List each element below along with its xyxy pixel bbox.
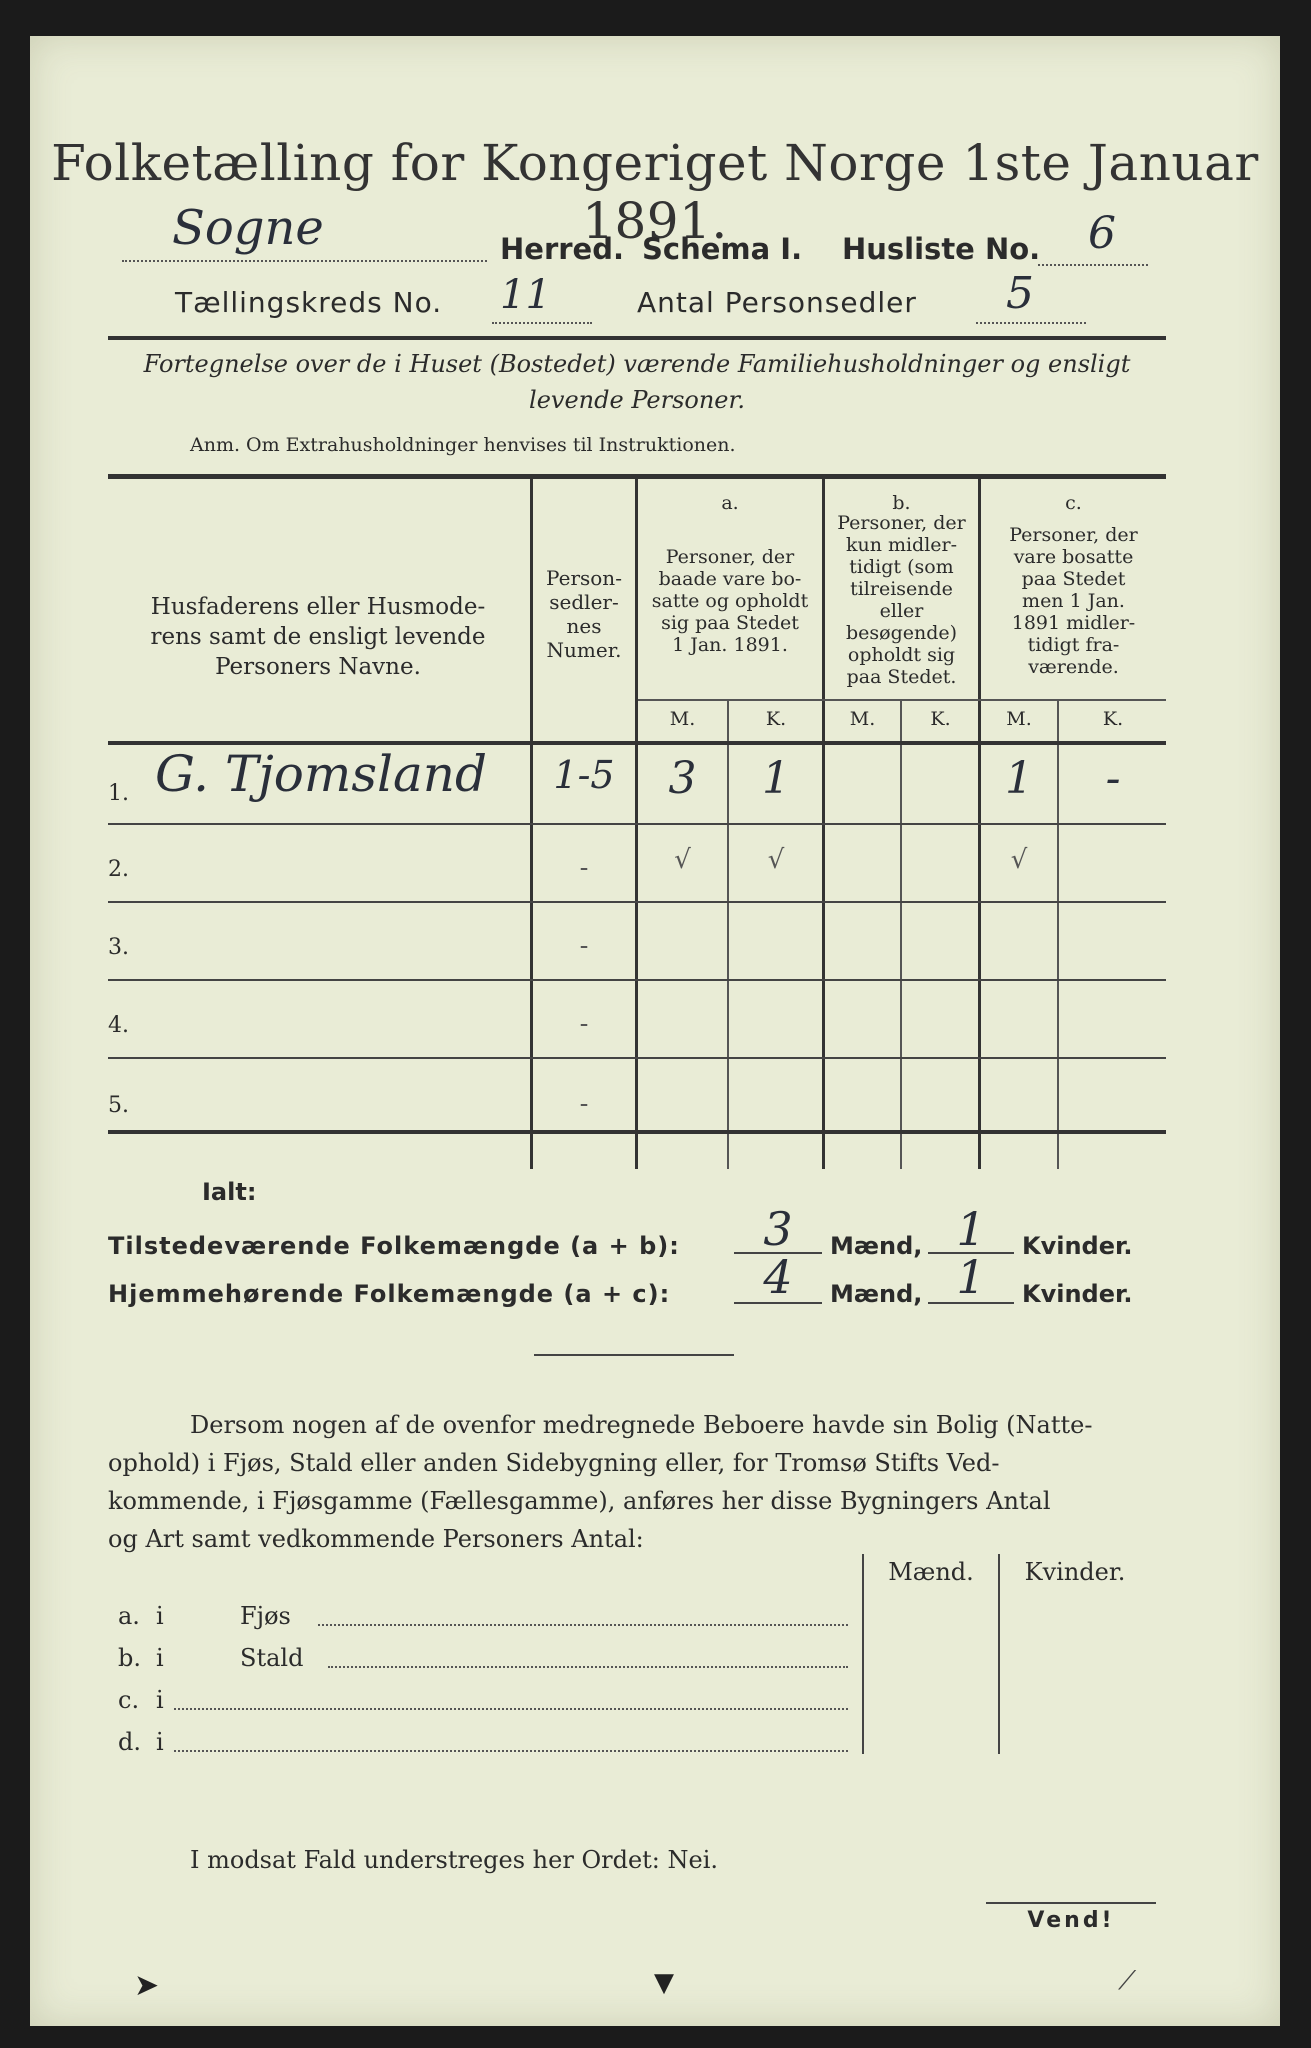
personsedler-no-field: [976, 268, 1086, 324]
taellingskreds-label: Tællingskreds No.: [175, 286, 443, 319]
scan-mark-icon: ▼: [654, 1968, 674, 1998]
buildings-row-dots: [318, 1624, 848, 1626]
table-row: [30, 1059, 1280, 1139]
husliste-no-field: [1038, 208, 1148, 266]
row-c-m: 1: [1005, 753, 1033, 804]
vend-rule: [986, 1902, 1156, 1904]
anm-note: Anm. Om Extrahusholdninger henvises til Instruktionen.: [190, 434, 736, 456]
col-header-c-line: tidigt fra-: [1027, 634, 1120, 656]
buildings-row-prep: i: [156, 1602, 164, 1630]
buildings-row-prep: i: [156, 1644, 164, 1672]
col-header-b-line: tilreisende: [850, 578, 953, 600]
buildings-row-dots: [174, 1750, 848, 1752]
buildings-row-letter: c.: [118, 1686, 140, 1714]
buildings-para-line: ophold) i Fjøs, Stald eller anden Sidebygning eller, for Tromsø Stifts Ved-: [108, 1449, 1000, 1477]
col-header-c-line: 1891 midler-: [1011, 612, 1136, 634]
col-b-letter: b.: [892, 492, 911, 514]
header-rule: [108, 336, 1166, 340]
col-header-number-line: Person-: [546, 566, 622, 590]
section-divider: [534, 1354, 734, 1356]
row-person-number: -: [579, 1089, 589, 1119]
row-person-number: -: [579, 1009, 589, 1039]
col-header-names-line: Personers Navne.: [215, 654, 421, 680]
col-b-k-label: K.: [930, 708, 951, 730]
intro-line-2: levende Personer.: [529, 386, 745, 414]
row-number: 4.: [108, 1013, 129, 1038]
mk-rule: [638, 699, 1166, 701]
col-a-k-label: K.: [765, 708, 787, 730]
row-person-number: -: [579, 931, 589, 961]
scan-mark-icon: ⟋: [1118, 1966, 1137, 1996]
buildings-para-line: Dersom nogen af de ovenfor medregnede Beboere havde sin Bolig (Natte-: [190, 1411, 1093, 1439]
row-a-k: √: [767, 845, 785, 875]
tilstede-label: Tilstedeværende Folkemængde (a + b):: [108, 1232, 680, 1260]
row-a-m: √: [674, 845, 691, 875]
col-header-a-line: 1 Jan. 1891.: [672, 634, 788, 656]
col-c-k-label: K.: [1102, 708, 1124, 730]
row-person-number: -: [579, 853, 589, 883]
vend-label: Vend!: [1027, 1908, 1115, 1933]
row-number: 2.: [108, 857, 129, 882]
table-bottom-rule: [108, 1130, 1166, 1134]
buildings-para-line: og Art samt vedkommende Personers Antal:: [108, 1525, 644, 1553]
row-name: G. Tjomsland: [155, 745, 487, 803]
herred-name-field: [122, 200, 487, 262]
buildings-row-dots: [328, 1666, 848, 1668]
census-form-page: [30, 36, 1280, 2026]
buildings-row-letter: d.: [118, 1728, 141, 1756]
tilstede-kvinder-label: Kvinder.: [1022, 1232, 1133, 1260]
personsedler-no-value: 5: [1006, 268, 1034, 319]
buildings-row: [118, 1728, 858, 1764]
row-number: 1.: [108, 781, 129, 806]
buildings-row: [118, 1602, 858, 1638]
col-header-b-line: Personer, der: [837, 512, 966, 534]
buildings-row: [118, 1686, 858, 1722]
buildings-paragraph: [108, 1406, 1166, 1558]
col-header-b-line: tidigt (som: [849, 556, 954, 578]
col-header-b-line: eller: [879, 600, 924, 622]
col-header-c-line: men 1 Jan.: [1022, 590, 1125, 612]
buildings-row-label: Stald: [240, 1644, 304, 1672]
row-number: 5.: [108, 1093, 129, 1118]
col-header-names-line: rens samt de ensligt levende: [150, 624, 486, 650]
col-header-a-line: Personer, der: [665, 546, 795, 568]
col-header-b-line: kun midler-: [845, 534, 958, 556]
buildings-row-label: Fjøs: [240, 1602, 291, 1630]
col-header-a-line: sig paa Stedet: [661, 612, 799, 634]
row-c-m: √: [1010, 845, 1028, 875]
husliste-label: Husliste No.: [842, 232, 1041, 266]
taellingskreds-no-field: [492, 272, 592, 324]
col-header-c: [981, 524, 1166, 678]
form-title: Folketælling for Kongeriget Norge 1ste Januar 1891.: [51, 134, 1259, 250]
col-header-a-line: satte og opholdt: [651, 590, 809, 612]
taellingskreds-no-value: 11: [500, 272, 551, 318]
scan-mark-icon: ➤: [134, 1968, 160, 2003]
herred-label: Herred.: [500, 232, 624, 266]
col-header-number: [533, 566, 635, 662]
col-header-b-line: besøgende): [845, 622, 958, 644]
buildings-kvinder-header: Kvinder.: [1024, 1558, 1126, 1586]
tilstede-m-value: 3: [763, 1202, 793, 1256]
schema-label: Schema I.: [642, 232, 803, 266]
table-row: [30, 981, 1280, 1059]
col-a-m-label: M.: [669, 708, 696, 730]
hjemme-m-value: 4: [763, 1250, 793, 1304]
col-header-c-line: værende.: [1028, 656, 1119, 678]
buildings-row-prep: i: [156, 1686, 164, 1714]
col-c-m-label: M.: [1006, 708, 1032, 730]
col-header-b-line: opholdt sig: [847, 644, 956, 666]
row-a-m: 3: [668, 753, 697, 804]
herred-name-value: Sogne: [172, 200, 324, 256]
buildings-row-prep: i: [156, 1728, 164, 1756]
buildings-row-letter: a.: [118, 1602, 140, 1630]
row-number: 3.: [108, 935, 129, 960]
hjemme-k-value: 1: [956, 1250, 986, 1304]
hjemme-kvinder-label: Kvinder.: [1022, 1280, 1133, 1308]
col-header-names: [108, 592, 528, 682]
modsat-fald-note: I modsat Fald understreges her Ordet: Nei.: [190, 1846, 719, 1874]
row-a-k: 1: [762, 753, 790, 804]
buildings-maend-header: Mænd.: [888, 1558, 974, 1586]
hjemme-label: Hjemmehørende Folkemængde (a + c):: [108, 1280, 671, 1308]
col-header-a-line: baade vare bo-: [658, 568, 802, 590]
tilstede-k-value: 1: [956, 1202, 986, 1256]
husliste-no-value: 6: [1088, 208, 1116, 259]
row-c-k: -: [1105, 753, 1121, 804]
hjemme-maend-label: Mænd,: [830, 1280, 923, 1308]
table-row: [30, 745, 1280, 825]
buildings-para-line: kommende, i Fjøsgamme (Fællesgamme), anføres her disse Bygningers Antal: [108, 1487, 1051, 1515]
col-header-a: [638, 546, 822, 656]
col-header-b: [825, 512, 978, 688]
col-header-c-line: vare bosatte: [1013, 546, 1134, 568]
col-header-c-line: paa Stedet: [1021, 568, 1126, 590]
buildings-row-letter: b.: [118, 1644, 141, 1672]
table-row: [30, 903, 1280, 981]
col-header-number-line: Numer.: [546, 638, 622, 662]
col-header-c-line: Personer, der: [1009, 524, 1138, 546]
col-header-number-line: nes: [566, 614, 602, 638]
col-header-b-line: paa Stedet.: [846, 666, 957, 688]
personsedler-label: Antal Personsedler: [637, 286, 917, 319]
col-c-letter: c.: [1065, 492, 1082, 514]
ialt-label: Ialt:: [202, 1178, 257, 1206]
intro-line-1: Fortegnelse over de i Huset (Bostedet) værende Familiehusholdninger og ensligt: [143, 350, 1131, 378]
buildings-row-dots: [174, 1708, 848, 1710]
col-b-m-label: M.: [849, 708, 876, 730]
col-a-letter: a.: [721, 492, 739, 514]
col-header-names-line: Husfaderens eller Husmode-: [150, 594, 486, 620]
tilstede-maend-label: Mænd,: [830, 1232, 923, 1260]
buildings-row: [118, 1644, 858, 1680]
row-person-number: 1-5: [553, 753, 615, 797]
table-row: [30, 825, 1280, 903]
col-header-number-line: sedler-: [549, 590, 619, 614]
